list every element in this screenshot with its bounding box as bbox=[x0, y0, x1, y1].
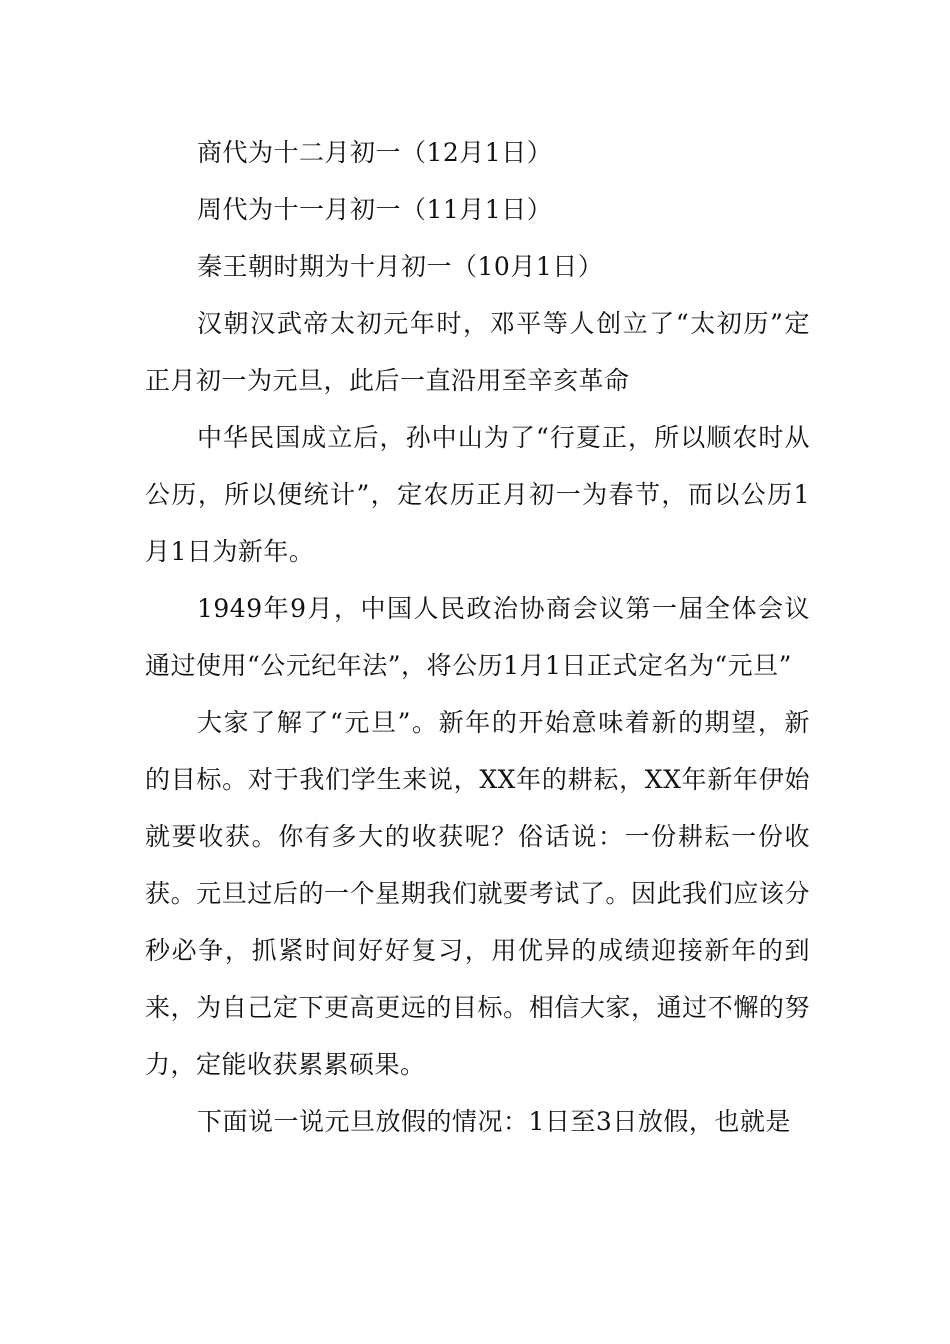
paragraph-shang-dynasty: 商代为十二月初一（12月1日） bbox=[197, 138, 553, 167]
paragraph-republic-of-china: 中华民国成立后，孙中山为了“行夏正，所以顺农时从公历，所以便统计”，定农历正月初一为春节，而以公历1月1日为新年。 bbox=[145, 423, 810, 566]
paragraph-zhou-dynasty: 周代为十一月初一（11月1日） bbox=[197, 195, 553, 224]
paragraph-holiday-arrangement: 下面说一说元旦放假的情况：1日至3日放假，也就是 bbox=[197, 1107, 791, 1136]
paragraph-new-year-goals: 大家了解了“元旦”。新年的开始意味着新的期望，新的目标。对于我们学生来说，XX年的耕耘，XX年新年伊始就要收获。你有多大的收获呢？俗话说：一份耕耘一份收获。元旦过后的一个星期我们就要考试了。因此我们应该分秒必争，抓紧时间好好复习，用优异的成绩迎接新年的到来，为自己定下更高更远的目标。相信大家，通过不懈的努力，定能收获累累硕果。 bbox=[145, 708, 810, 1079]
paragraph-han-dynasty: 汉朝汉武帝太初元年时，邓平等人创立了“太初历”定正月初一为元旦，此后一直沿用至辛亥革命 bbox=[145, 309, 810, 395]
paragraph-1949-naming: 1949年9月，中国人民政治协商会议第一届全体会议通过使用“公元纪年法”，将公历1月1日正式定名为“元旦” bbox=[145, 594, 810, 680]
document-body bbox=[145, 124, 810, 1150]
paragraph-qin-dynasty: 秦王朝时期为十月初一（10月1日） bbox=[197, 252, 604, 281]
